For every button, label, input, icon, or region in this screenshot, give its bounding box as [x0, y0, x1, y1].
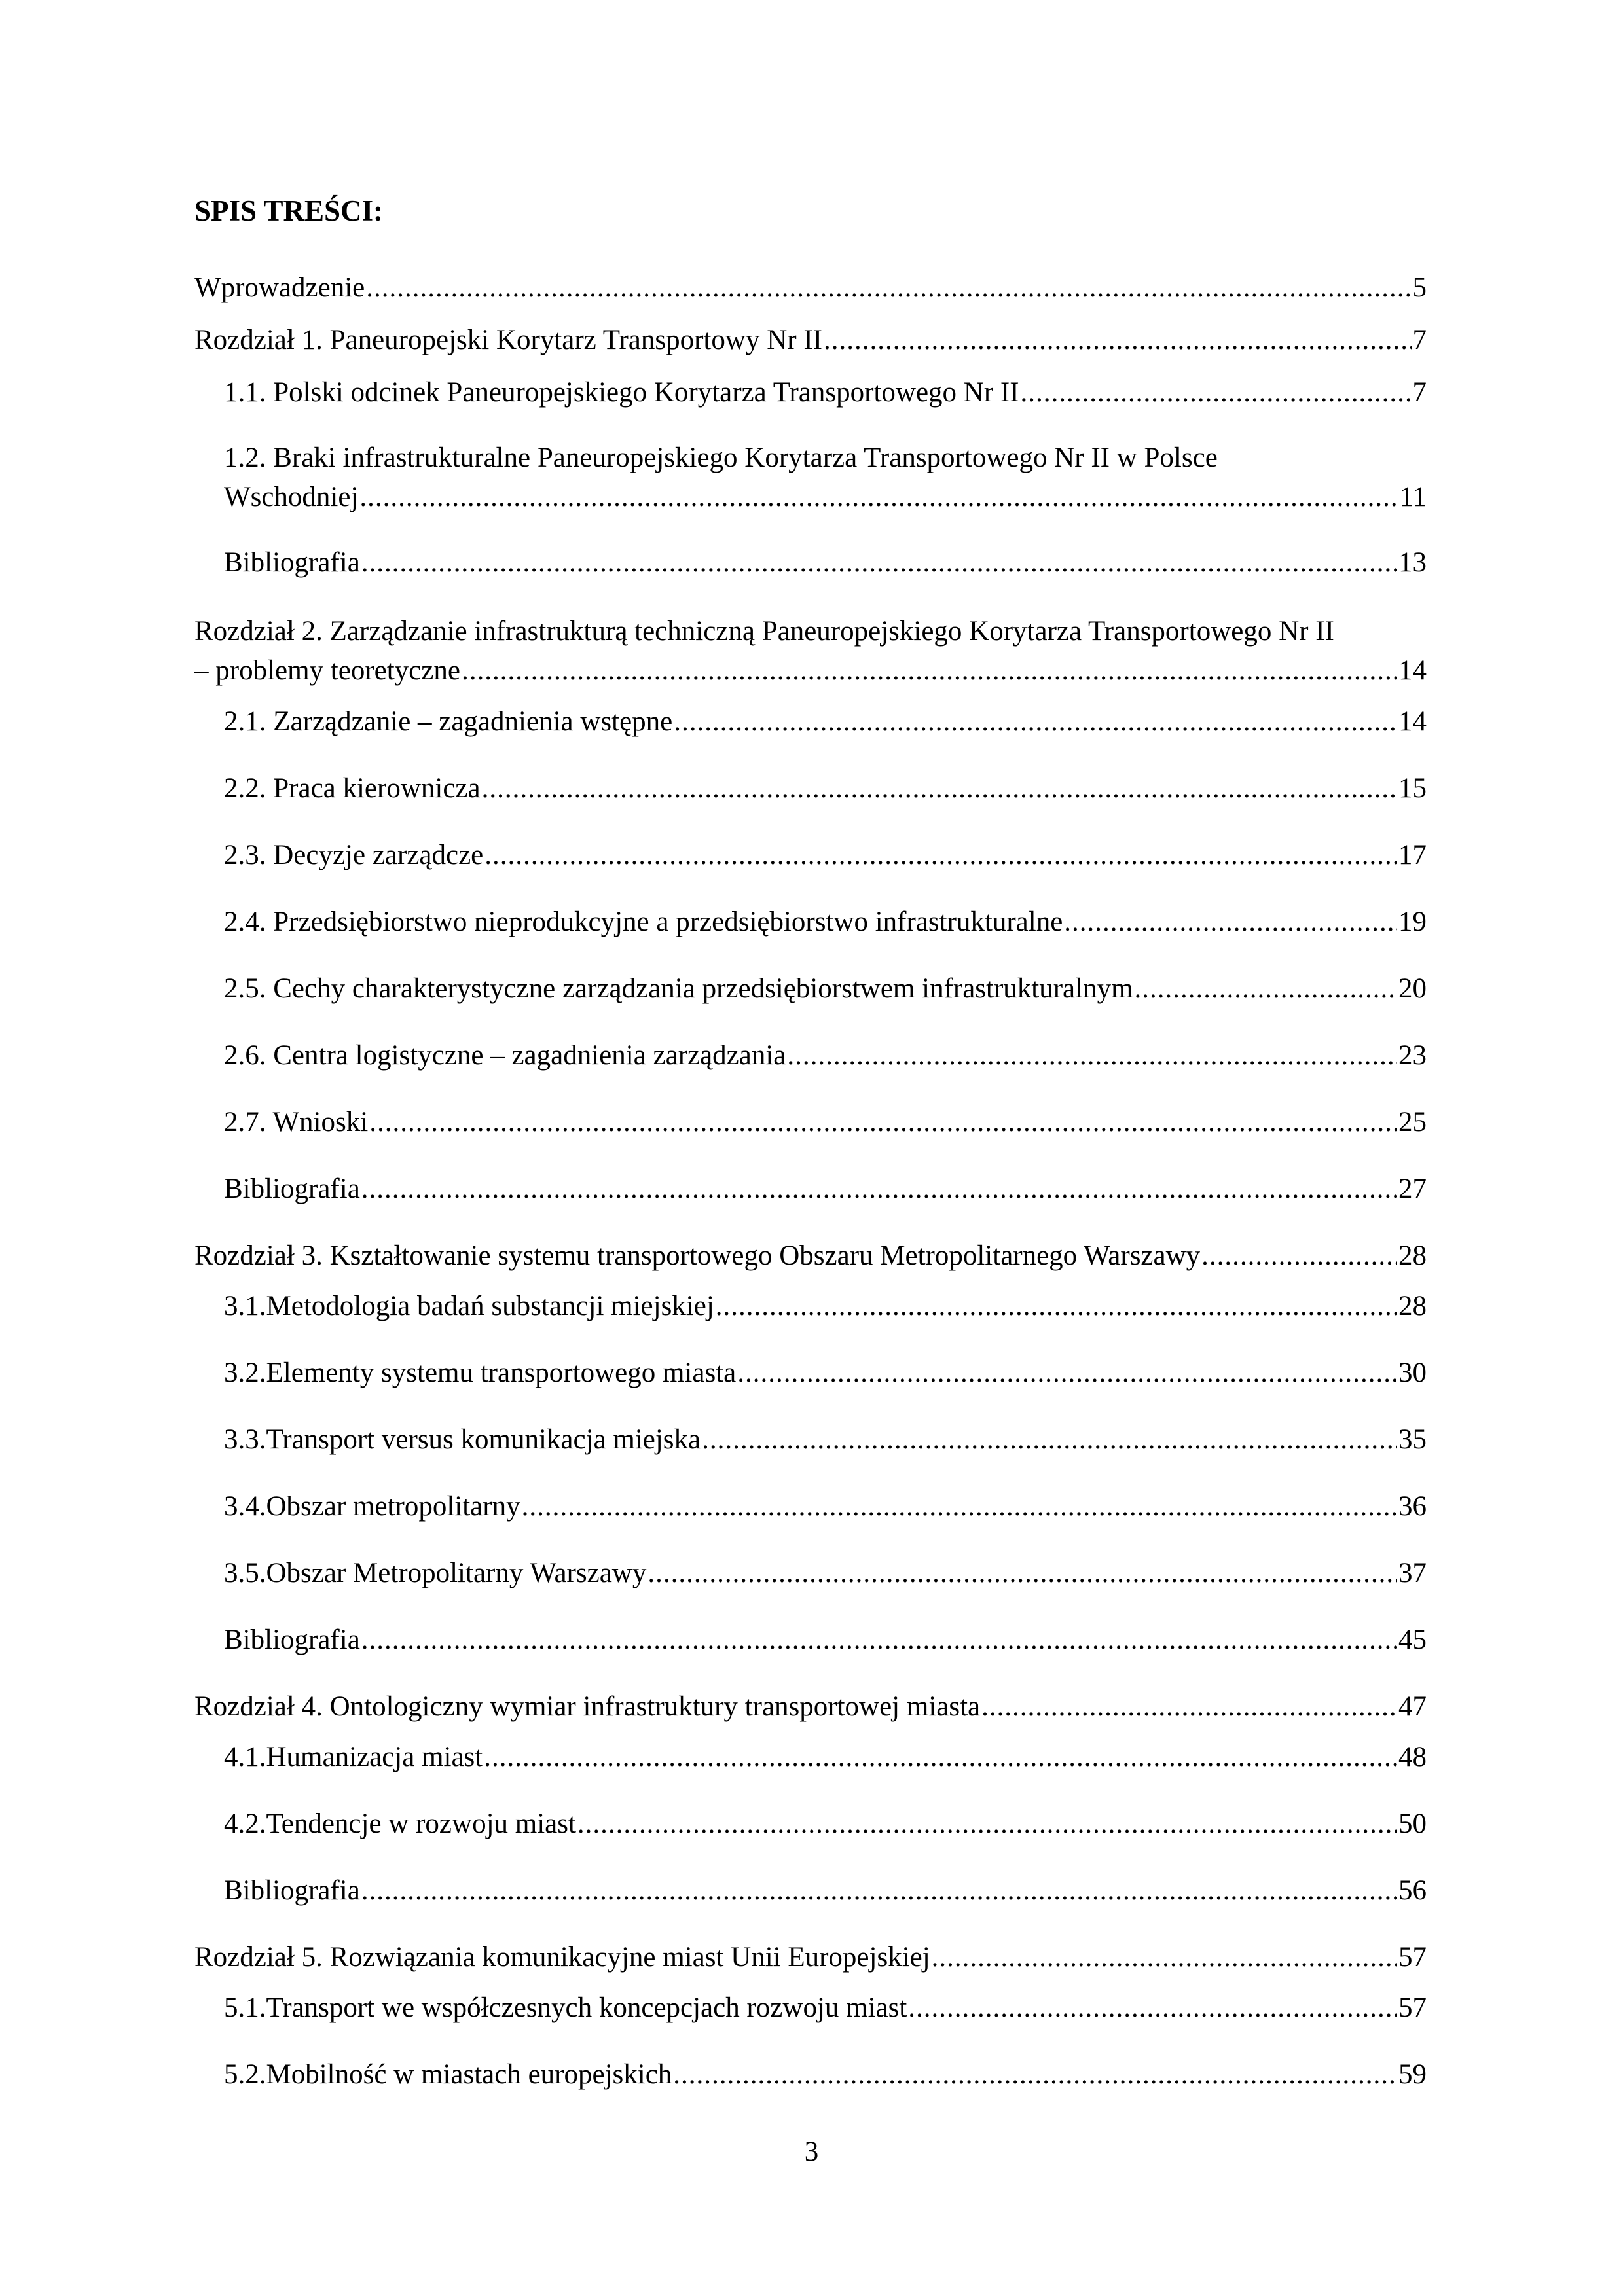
dot-leader: [522, 1487, 1397, 1526]
toc-entry-section-2-7[interactable]: [224, 1103, 1427, 1142]
dot-leader: [482, 769, 1397, 808]
toc-entry-bibliography-3[interactable]: [224, 1621, 1427, 1660]
toc-entry-text: 2.1. Zarządzanie – zagadnienia wstępne: [224, 706, 673, 737]
dot-leader: [484, 836, 1397, 875]
dot-leader: [484, 1738, 1397, 1777]
toc-entry-section-3-2[interactable]: [224, 1354, 1427, 1393]
section-number: 5.2.: [224, 2059, 266, 2090]
toc-entry-section-5-2[interactable]: [224, 2055, 1427, 2094]
toc-entry-section-3-5[interactable]: [224, 1554, 1427, 1593]
toc-entry-text: 2.7. Wnioski: [224, 1107, 369, 1138]
dot-leader: [824, 321, 1412, 360]
dot-leader: [366, 268, 1411, 308]
toc-entry-chapter-4[interactable]: [194, 1687, 1427, 1727]
toc-entry-introduction[interactable]: [194, 268, 1427, 308]
dot-leader: [361, 1621, 1397, 1660]
section-number: 4.1.: [224, 1742, 266, 1772]
toc-page-number: 20: [1398, 973, 1427, 1004]
toc-entry-text: 2.4. Przedsiębiorstwo nieprodukcyjne a przedsiębiorstwo infrastrukturalne: [224, 906, 1063, 937]
section-number: 4.2.: [224, 1808, 266, 1839]
section-number: 3.2.: [224, 1357, 266, 1388]
dot-leader: [1064, 903, 1397, 942]
toc-page-number: 56: [1398, 1875, 1427, 1906]
toc-entry-section-1-1[interactable]: [224, 373, 1427, 412]
toc-entry-chapter-2[interactable]: [194, 612, 1427, 691]
toc-page-number: 14: [1398, 706, 1427, 737]
toc-entry-section-2-5[interactable]: [224, 969, 1427, 1009]
toc-page-number: 59: [1398, 2059, 1427, 2090]
toc-entry-text: Wprowadzenie: [194, 272, 365, 303]
dot-leader: [981, 1687, 1397, 1727]
toc-entry-text: Transport we współczesnych koncepcjach rozwoju miast: [266, 1992, 907, 2023]
toc-entry-text: Bibliografia: [224, 1875, 360, 1906]
toc-page-number: 7: [1412, 325, 1427, 355]
dot-leader: [369, 1103, 1397, 1142]
toc-page-number: 37: [1398, 1558, 1427, 1588]
toc-entry-section-2-1[interactable]: [224, 702, 1427, 742]
dot-leader: [361, 1170, 1397, 1209]
toc-page-number: 25: [1398, 1107, 1427, 1138]
toc-entry-text: Rozdział 4. Ontologiczny wymiar infrastruktury transportowej miasta: [194, 1691, 981, 1722]
toc-entry-text-line2: – problemy teoretyczne: [194, 655, 460, 686]
toc-entry-text-line1: Rozdział 2. Zarządzanie infrastrukturą techniczną Paneuropejskiego Korytarza Transportowego Nr II: [194, 616, 1334, 647]
toc-entry-section-4-1[interactable]: [224, 1738, 1427, 1777]
toc-entry-text: Metodologia badań substancji miejskiej: [266, 1291, 714, 1321]
toc-entry-text: Rozdział 1. Paneuropejski Korytarz Transportowy Nr II: [194, 325, 822, 355]
toc-page-number: 23: [1398, 1040, 1427, 1071]
dot-leader: [673, 2055, 1397, 2094]
dot-leader: [787, 1036, 1397, 1075]
toc-entry-chapter-1[interactable]: [194, 321, 1427, 360]
toc-entry-text: Humanizacja miast: [266, 1742, 483, 1772]
toc-page-number: 27: [1398, 1174, 1427, 1204]
toc-page-number: 47: [1398, 1691, 1427, 1722]
page-number: 3: [804, 2136, 819, 2167]
section-number: 3.1.: [224, 1291, 266, 1321]
section-number: 3.3.: [224, 1424, 266, 1455]
toc-entry-text: Obszar metropolitarny: [266, 1491, 520, 1522]
toc-page-number: 48: [1398, 1742, 1427, 1772]
dot-leader: [716, 1287, 1397, 1326]
section-number: 3.5.: [224, 1558, 266, 1588]
dot-leader: [462, 651, 1397, 691]
toc-entry-text: Rozdział 3. Kształtowanie systemu transportowego Obszaru Metropolitarnego Warszawy: [194, 1240, 1201, 1271]
toc-entry-text: Tendencje w rozwoju miast: [266, 1808, 576, 1839]
toc-entry-section-2-6[interactable]: [224, 1036, 1427, 1075]
toc-page-number: 35: [1398, 1424, 1427, 1455]
toc-entry-text: Bibliografia: [224, 547, 360, 578]
toc-entry-section-3-3[interactable]: [224, 1420, 1427, 1460]
toc-page-number: 13: [1398, 547, 1427, 578]
toc-entry-section-2-3[interactable]: [224, 836, 1427, 875]
toc-page-number: 28: [1398, 1240, 1427, 1271]
toc-entry-text-line2: Wschodniej: [224, 482, 359, 512]
toc-page-number: 28: [1398, 1291, 1427, 1321]
dot-leader: [1201, 1236, 1397, 1276]
toc-page-number: 19: [1398, 906, 1427, 937]
toc-page-number: 14: [1398, 655, 1427, 686]
toc-entry-section-2-2[interactable]: [224, 769, 1427, 808]
dot-leader: [932, 1938, 1397, 1977]
toc-page-number: 17: [1398, 840, 1427, 870]
toc-entry-bibliography-2[interactable]: [224, 1170, 1427, 1209]
toc-page-number: 57: [1398, 1942, 1427, 1973]
toc-page-number: 15: [1398, 773, 1427, 804]
toc-entry-section-5-1[interactable]: [224, 1988, 1427, 2028]
dot-leader: [647, 1554, 1397, 1593]
toc-entry-text-line1: 1.2. Braki infrastrukturalne Paneuropejskiego Korytarza Transportowego Nr II w Polsce: [224, 442, 1218, 473]
dot-leader: [359, 478, 1398, 517]
toc-entry-section-3-1[interactable]: [224, 1287, 1427, 1326]
toc-entry-text: Mobilność w miastach europejskich: [266, 2059, 672, 2090]
toc-entry-section-2-4[interactable]: [224, 903, 1427, 942]
dot-leader: [737, 1354, 1397, 1393]
toc-entry-section-4-2[interactable]: [224, 1804, 1427, 1844]
dot-leader: [702, 1420, 1397, 1460]
toc-entry-text: 1.1. Polski odcinek Paneuropejskiego Korytarza Transportowego Nr II: [224, 377, 1019, 408]
toc-entry-text: 2.3. Decyzje zarządcze: [224, 840, 484, 870]
toc-entry-text: 2.2. Praca kierownicza: [224, 773, 481, 804]
toc-entry-bibliography-1[interactable]: [224, 543, 1427, 583]
toc-entry-text: 2.6. Centra logistyczne – zagadnienia zarządzania: [224, 1040, 786, 1071]
dot-leader: [577, 1804, 1397, 1844]
toc-entry-chapter-3[interactable]: [194, 1236, 1427, 1276]
toc-page-number: 11: [1399, 482, 1427, 512]
toc-page-number: 5: [1412, 272, 1427, 303]
toc-entry-text: Elementy systemu transportowego miasta: [266, 1357, 737, 1388]
toc-entry-chapter-5[interactable]: [194, 1938, 1427, 1977]
dot-leader: [1021, 373, 1412, 412]
toc-page-number: 45: [1398, 1624, 1427, 1655]
section-number: 5.1.: [224, 1992, 266, 2023]
toc-page-number: 7: [1412, 377, 1427, 408]
toc-title: SPIS TREŚCI:: [194, 194, 384, 227]
toc-entry-text: Transport versus komunikacja miejska: [266, 1424, 701, 1455]
toc-entry-text: Rozdział 5. Rozwiązania komunikacyjne miast Unii Europejskiej: [194, 1942, 930, 1973]
toc-page-number: 36: [1398, 1491, 1427, 1522]
dot-leader: [1135, 969, 1397, 1009]
section-number: 3.4.: [224, 1491, 266, 1522]
toc-entry-section-3-4[interactable]: [224, 1487, 1427, 1526]
toc-entry-text: Bibliografia: [224, 1174, 360, 1204]
dot-leader: [361, 1871, 1397, 1910]
toc-entry-text: 2.5. Cechy charakterystyczne zarządzania przedsiębiorstwem infrastrukturalnym: [224, 973, 1133, 1004]
dot-leader: [361, 543, 1397, 583]
toc-entry-bibliography-4[interactable]: [224, 1871, 1427, 1910]
toc-page-number: 30: [1398, 1357, 1427, 1388]
toc-entry-section-1-2[interactable]: [224, 439, 1427, 517]
dot-leader: [908, 1988, 1397, 2028]
toc-page-number: 50: [1398, 1808, 1427, 1839]
toc-entry-text: Obszar Metropolitarny Warszawy: [266, 1558, 647, 1588]
toc-page-number: 57: [1398, 1992, 1427, 2023]
dot-leader: [674, 702, 1397, 742]
toc-entry-text: Bibliografia: [224, 1624, 360, 1655]
